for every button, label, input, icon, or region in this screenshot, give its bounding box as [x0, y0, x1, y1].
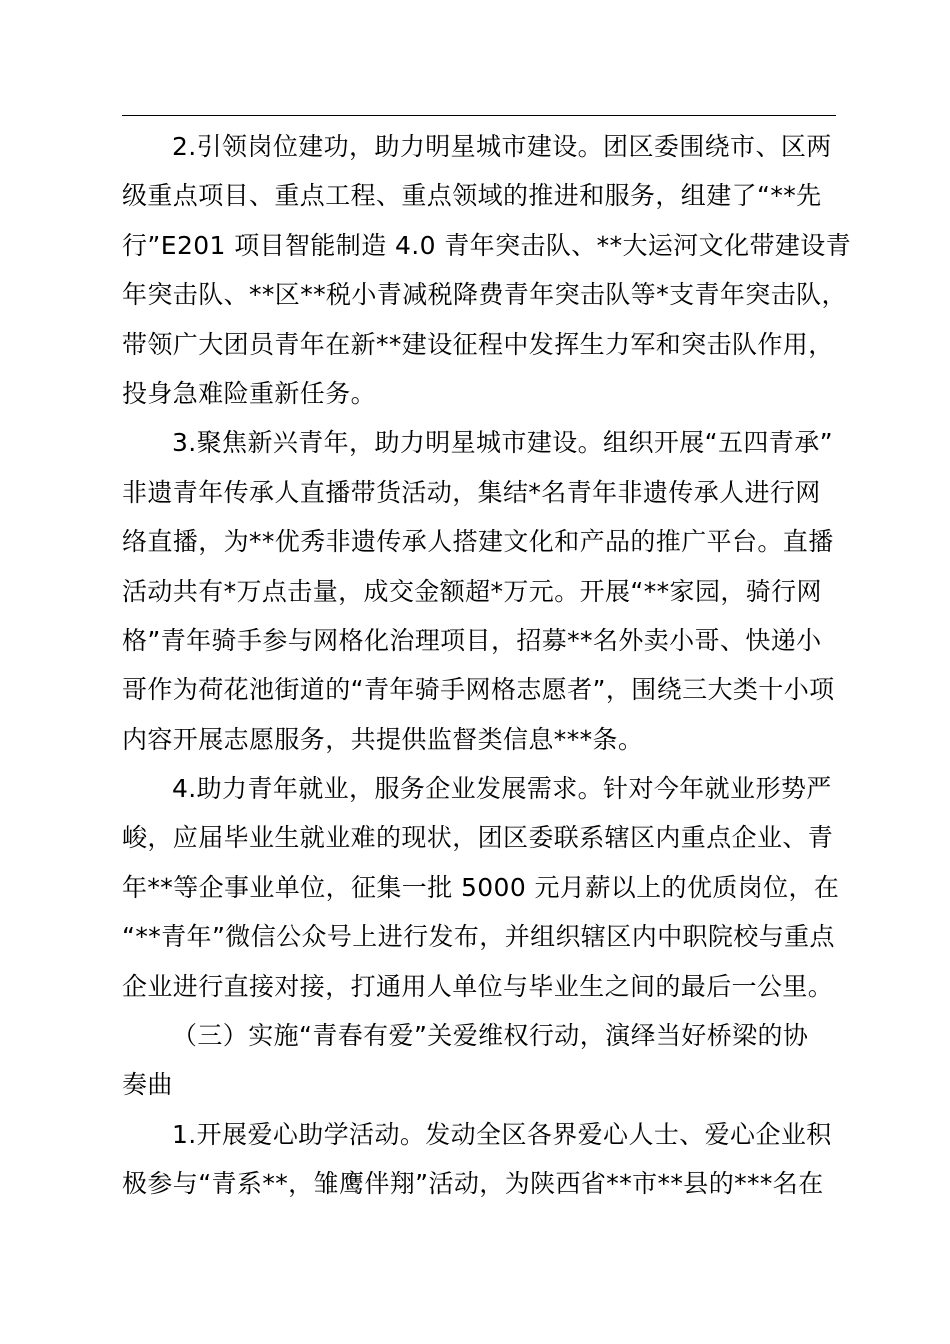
paragraph-2-line-1: 2.引领岗位建功，助力明星城市建设。团区委围绕市、区两: [172, 132, 832, 161]
paragraph-3-line-1: 3.聚焦新兴青年，助力明星城市建设。组织开展“五四青承”: [172, 428, 833, 458]
paragraph-2-line-2: 级重点项目、重点工程、重点领域的推进和服务，组建了“**先: [122, 181, 822, 211]
paragraph-3-line-3: 络直播，为**优秀非遗传承人搭建文化和产品的推广平台。直播: [122, 527, 834, 557]
paragraph-3-line-7: 内容开展志愿服务，共提供监督类信息***条。: [122, 724, 644, 754]
paragraph-1-line-2: 极参与“青系**，雏鹰伴翔”活动，为陕西省**市**县的***名在: [122, 1169, 824, 1199]
header-rule: [122, 115, 836, 116]
body-text: [122, 122, 862, 1209]
paragraph-4-line-5: 企业进行直接对接，打通用人单位与毕业生之间的最后一公里。: [122, 971, 834, 1001]
paragraph-3-line-2: 非遗青年传承人直播带货活动，集结*名青年非遗传承人进行网: [122, 477, 821, 507]
section-heading-line-1: （三）实施“青春有爱”关爱维权行动，演绎当好桥梁的协: [172, 1021, 809, 1051]
section-heading-line-2: 奏曲: [122, 1070, 173, 1100]
paragraph-3-line-6: 哥作为荷花池街道的“青年骑手网格志愿者”，围绕三大类十小项: [122, 675, 835, 705]
paragraph-4-line-3: 年**等企事业单位，征集一批 5000 元月薪以上的优质岗位，在: [122, 872, 840, 902]
paragraph-4-line-4: “**青年”微信公众号上进行发布，并组织辖区内中职院校与重点: [122, 922, 835, 952]
paragraph-3-line-5: 格”青年骑手参与网格化治理项目，招募**名外卖小哥、快递小: [122, 625, 822, 655]
paragraph-4-line-2: 峻，应届毕业生就业难的现状，团区委联系辖区内重点企业、青: [122, 823, 834, 853]
paragraph-4-line-1: 4.助力青年就业，服务企业发展需求。针对今年就业形势严: [172, 774, 832, 804]
paragraph-2-line-3: 行”E201 项目智能制造 4.0 青年突击队、**大运河文化带建设青: [122, 230, 852, 260]
paragraph-1-line-1: 1.开展爱心助学活动。发动全区各界爱心人士、爱心企业积: [172, 1119, 832, 1149]
paragraph-2-line-6: 投身急难险重新任务。: [122, 378, 377, 408]
paragraph-3-line-4: 活动共有*万点击量，成交金额超*万元。开展“**家园，骑行网: [122, 576, 822, 606]
paragraph-2-line-4: 年突击队、**区**税小青减税降费青年突击队等*支青年突击队，: [122, 280, 847, 310]
paragraph-2-line-5: 带领广大团员青年在新**建设征程中发挥生力军和突击队作用，: [122, 329, 834, 359]
